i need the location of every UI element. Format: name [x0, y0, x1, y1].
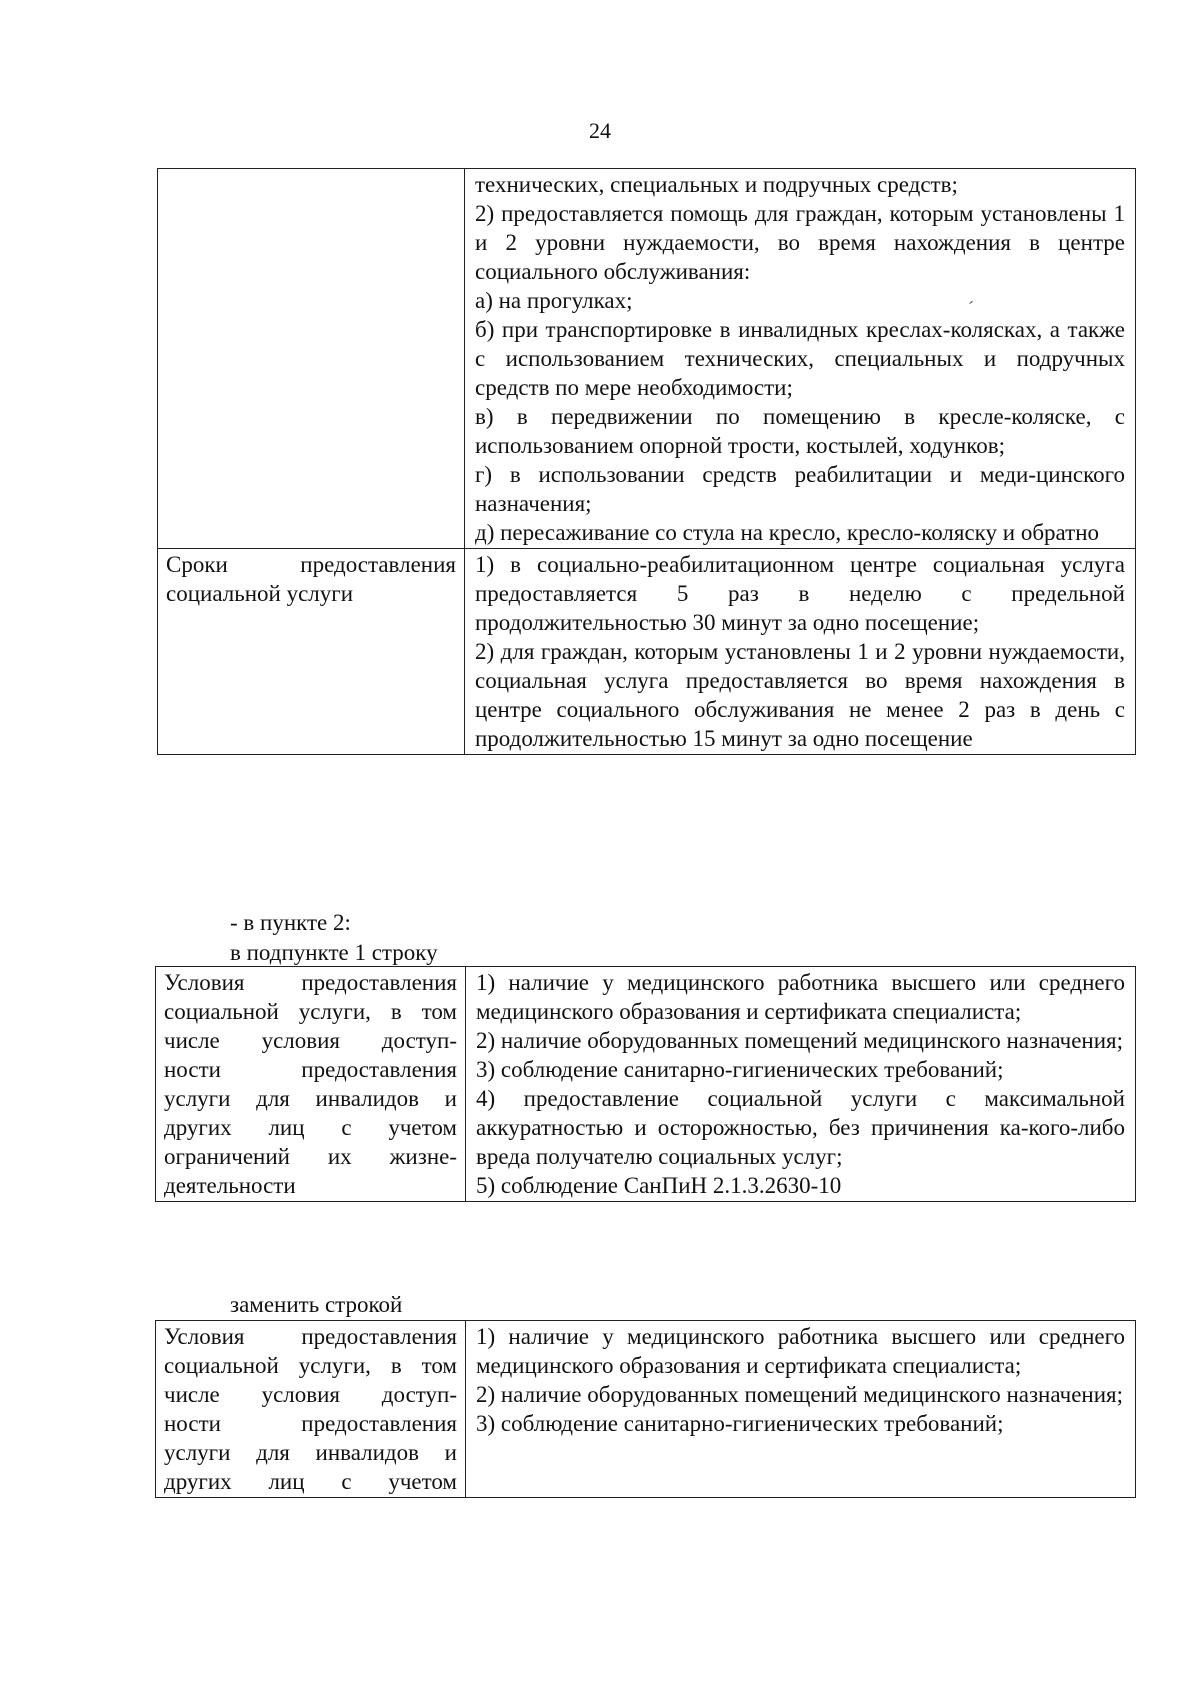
list-item: 1) наличие у медицинского работника высшего или среднего медицинского образования и сертификата специалиста;: [476, 970, 1125, 1024]
list-item: технических, специальных и подручных средств;: [475, 172, 958, 197]
table-cell-help-description: [465, 169, 1136, 549]
paragraph-subpoint-1: в подпункте 1 строку: [230, 940, 438, 965]
table-cell-label: [156, 1321, 466, 1498]
list-item: 2) предоставляется помощь для граждан, которым установлены 1 и 2 уровни нуждаемости, во время нахождения в центре социального обслуживания:: [475, 201, 1125, 284]
label-line: ности предоставления: [164, 1057, 457, 1082]
list-item: 2) наличие оборудованных помещений медицинского назначения;: [476, 1382, 1123, 1407]
table-row: [158, 169, 1136, 549]
table-row: [158, 549, 1136, 755]
label-line: деятельности: [164, 1173, 296, 1198]
label-line: Условия предоставления: [164, 970, 457, 995]
table-conditions-old: [155, 966, 1136, 1202]
label-line: социальной услуги, в том: [164, 1353, 457, 1378]
page-number: 24: [589, 118, 611, 143]
paragraph-point-2: - в пункте 2:: [230, 910, 351, 935]
label-line: числе условия доступ-: [164, 1382, 457, 1407]
list-item: 3) соблюдение санитарно-гигиенических требований;: [476, 1411, 1004, 1436]
label-line: услуги для инвалидов и: [164, 1086, 457, 1111]
label-line: ности предоставления: [164, 1411, 457, 1436]
list-item: 1) наличие у медицинского работника высшего или среднего медицинского образования и сертификата специалиста;: [476, 1324, 1125, 1378]
label-line: ограничений их жизне-: [164, 1144, 457, 1169]
table-conditions-new: [155, 1320, 1136, 1498]
table-row: [156, 967, 1136, 1202]
table-cell-terms: [465, 549, 1136, 755]
table-cell-conditions: [466, 1321, 1136, 1498]
label-line: Условия предоставления: [164, 1324, 457, 1349]
list-item: г) в использовании средств реабилитации и меди-цинского назначения;: [475, 462, 1125, 516]
table-row: [156, 1321, 1136, 1498]
table-cell-conditions: [466, 967, 1136, 1202]
list-item: 2) наличие оборудованных помещений медицинского назначения;: [476, 1028, 1123, 1053]
paragraph-replace: заменить строкой: [230, 1292, 403, 1317]
list-item: д) пересаживание со стула на кресло, кресло-коляску и обратно: [475, 520, 1099, 545]
list-item: в) в передвижении по помещению в кресле-коляске, с использованием опорной трости, костылей, ходунков;: [475, 404, 1125, 458]
label-line: числе условия доступ-: [164, 1028, 457, 1053]
table-cell-empty: [158, 169, 465, 549]
label-line: социальной услуги, в том: [164, 999, 457, 1024]
list-item: а) на прогулках;: [475, 288, 633, 313]
list-item: 5) соблюдение СанПиН 2.1.3.2630-10: [476, 1173, 842, 1198]
label-line: услуги для инвалидов и: [164, 1440, 457, 1465]
list-item: 4) предоставление социальной услуги с максимальной аккуратностью и осторожностью, без причинения ка-кого-либо вреда получателю социальных услуг;: [476, 1086, 1125, 1169]
label-line: других лиц с учетом: [164, 1469, 457, 1494]
list-item: 3) соблюдение санитарно-гигиенических требований;: [476, 1057, 1004, 1082]
label-line: других лиц с учетом: [164, 1115, 457, 1140]
table-service-terms: [157, 168, 1136, 755]
list-item: 2) для граждан, которым установлены 1 и 2 уровни нуждаемости, социальная услуга предоставляется во время нахождения в центре социального обслуживания не менее 2 раз в день с продолжительностью 15 минут за одно посещение: [475, 639, 1125, 751]
list-item: б) при транспортировке в инвалидных креслах-колясках, а также с использованием технических, специальных и подручных средств по мере необходимости;: [475, 317, 1125, 400]
table-cell-label: [156, 967, 466, 1202]
scan-speck: ˊ: [968, 298, 974, 318]
table-cell-label: Сроки предоставления социальной услуги: [158, 549, 465, 755]
list-item: 1) в социально-реабилитационном центре социальная услуга предоставляется 5 раз в неделю с предельной продолжительностью 30 минут за одно посещение;: [475, 552, 1125, 635]
